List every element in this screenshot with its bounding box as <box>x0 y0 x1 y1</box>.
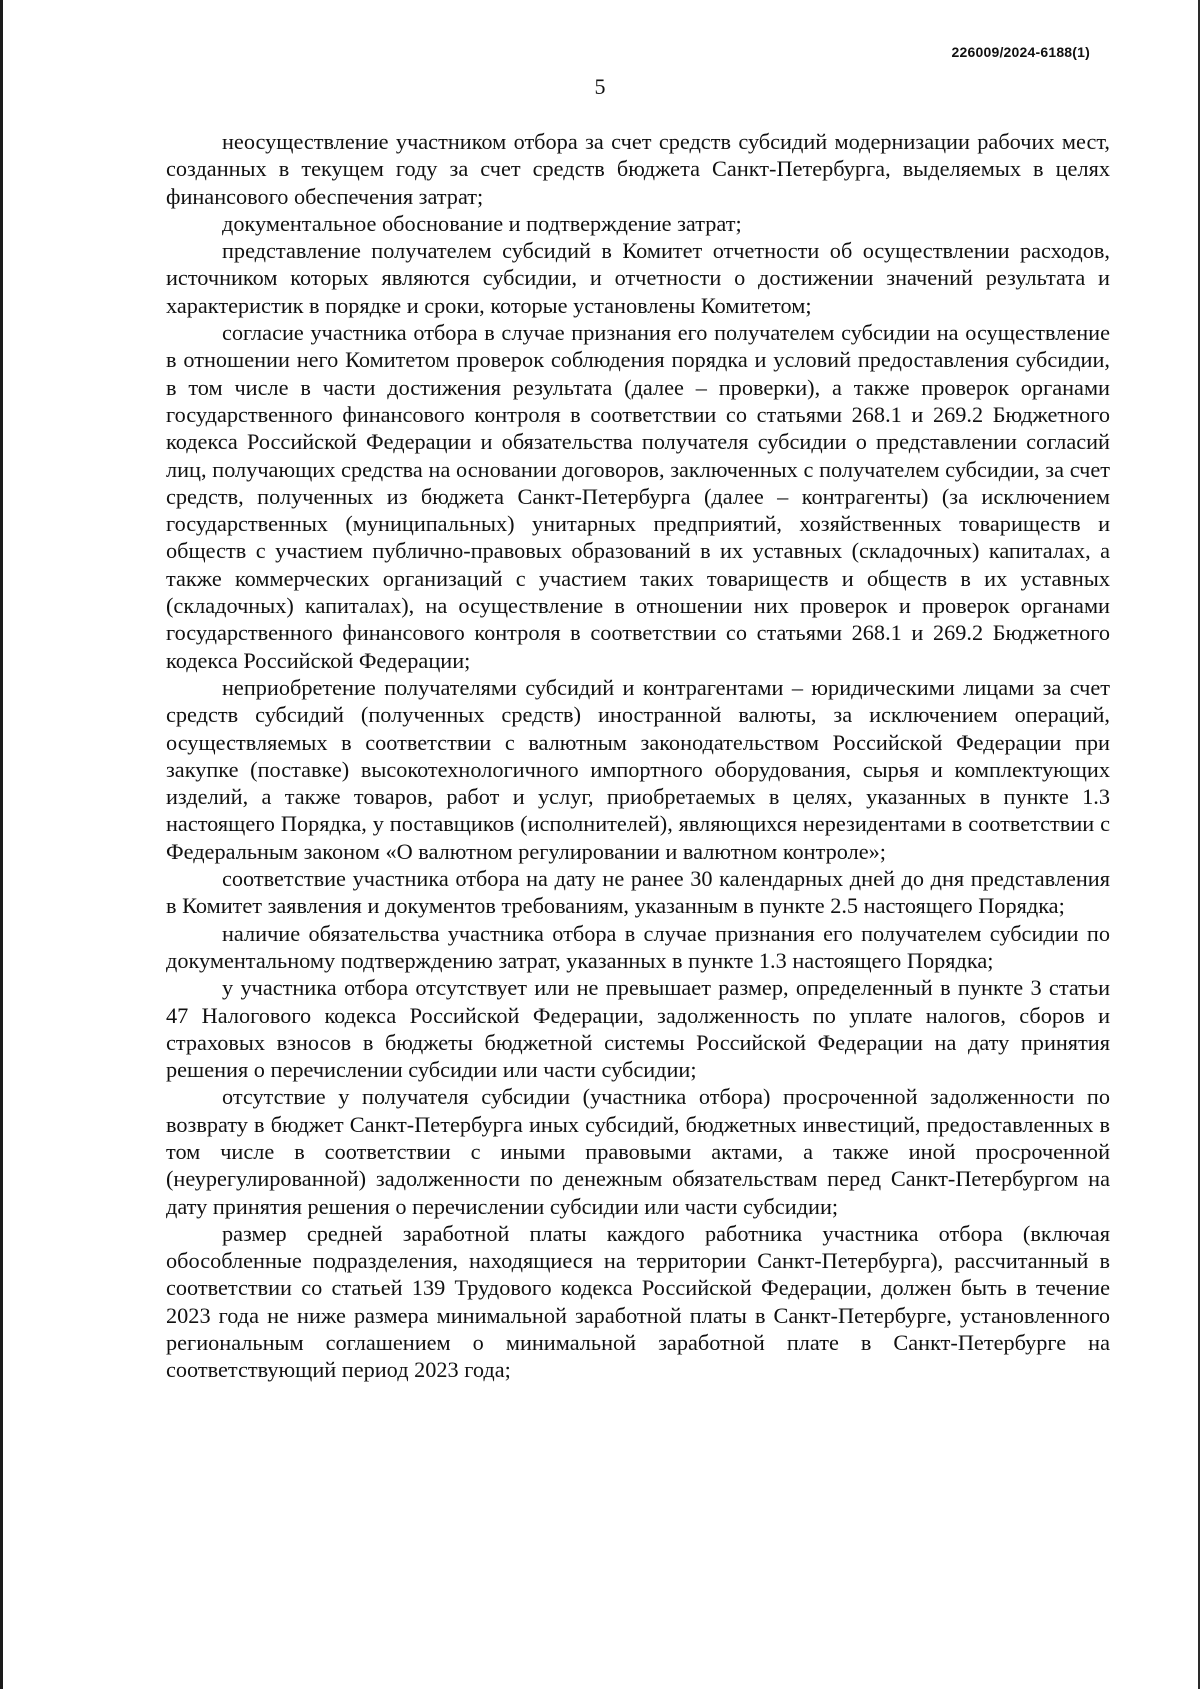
paragraph: наличие обязательства участника отбора в случае признания его получателем субсидии по документальному подтверждению затрат, указанных в пункте 1.3 настоящего Порядка; <box>166 920 1110 973</box>
paragraph: документальное обоснование и подтверждение затрат; <box>222 210 742 236</box>
paragraph: отсутствие у получателя субсидии (участника отбора) просроченной задолженности по возврату в бюджет Санкт-Петербурга иных субсидий, бюджетных инвестиций, предоставленных в том числе в соответствии с иными правовыми актами, а также иной просроченной (неурегулированной) задолженности по денежным обязательствам перед Санкт-Петербургом на дату принятия решения о перечислении субсидии или части субсидии; <box>166 1084 1110 1219</box>
paragraph: размер средней заработной платы каждого работника участника отбора (включая обособленные подразделения, находящиеся на территории Санкт-Петербурга), рассчитанный в соответствии со статьей 139 Трудового кодекса Российской Федерации, должен быть в течение 2023 года не ниже размера минимальной заработной платы в Санкт-Петербурге, установленного региональным соглашением о минимальной заработной плате в Санкт-Петербурге на соответствующий период 2023 года; <box>166 1220 1110 1383</box>
paragraph: соответствие участника отбора на дату не ранее 30 календарных дней до дня представления в Комитет заявления и документов требованиям, указанным в пункте 2.5 настоящего Порядка; <box>166 866 1110 919</box>
paragraph: у участника отбора отсутствует или не превышает размер, определенный в пункте 3 статьи 47 Налогового кодекса Российской Федерации, задолженность по уплате налогов, сборов и страховых взносов в бюджеты бюджетной системы Российской Федерации на дату принятия решения о перечислении субсидии или части субсидии; <box>166 975 1110 1083</box>
document-body <box>166 128 1110 1384</box>
paragraph: представление получателем субсидий в Комитет отчетности об осуществлении расходов, источником которых являются субсидии, и отчетности о достижении значений результата и характеристик в порядке и сроки, которые установлены Комитетом; <box>166 238 1110 318</box>
scan-left-edge <box>0 0 3 1689</box>
paragraph: неосуществление участником отбора за счет средств субсидий модернизации рабочих мест, созданных в текущем году за счет средств бюджета Санкт-Петербурга, выделяемых в целях финансового обеспечения затрат; <box>166 129 1110 209</box>
document-number: 226009/2024-6188(1) <box>951 44 1090 60</box>
paragraph: согласие участника отбора в случае признания его получателем субсидии на осуществление в отношении него Комитетом проверок соблюдения порядка и условий предоставления субсидии, в том числе в части достижения результата (далее – проверки), а также проверок органами государственного финансового контроля в соответствии со статьями 268.1 и 269.2 Бюджетного кодекса Российской Федерации и обязательства получателя субсидии о представлении согласий лиц, получающих средства на основании договоров, заключенных с получателем субсидии, за счет средств, полученных из бюджета Санкт-Петербурга (далее – контрагенты) (за исключением государственных (муниципальных) унитарных предприятий, хозяйственных товариществ и обществ с участием публично-правовых образований в их уставных (складочных) капиталах, а также коммерческих организаций с участием таких товариществ и обществ в их уставных (складочных) капиталах), на осуществление в отношении них проверок и проверок органами государственного финансового контроля в соответствии со статьями 268.1 и 269.2 Бюджетного кодекса Российской Федерации; <box>166 320 1110 673</box>
page-number: 5 <box>594 74 606 99</box>
paragraph: неприобретение получателями субсидий и контрагентами – юридическими лицами за счет средств субсидий (полученных средств) иностранной валюты, за исключением операций, осуществляемых в соответствии с валютным законодательством Российской Федерации при закупке (поставке) высокотехнологичного импортного оборудования, сырья и комплектующих изделий, а также товаров, работ и услуг, приобретаемых в целях, указанных в пункте 1.3 настоящего Порядка, у поставщиков (исполнителей), являющихся нерезидентами в соответствии с Федеральным законом «О валютном регулировании и валютном контроле»; <box>166 674 1110 864</box>
